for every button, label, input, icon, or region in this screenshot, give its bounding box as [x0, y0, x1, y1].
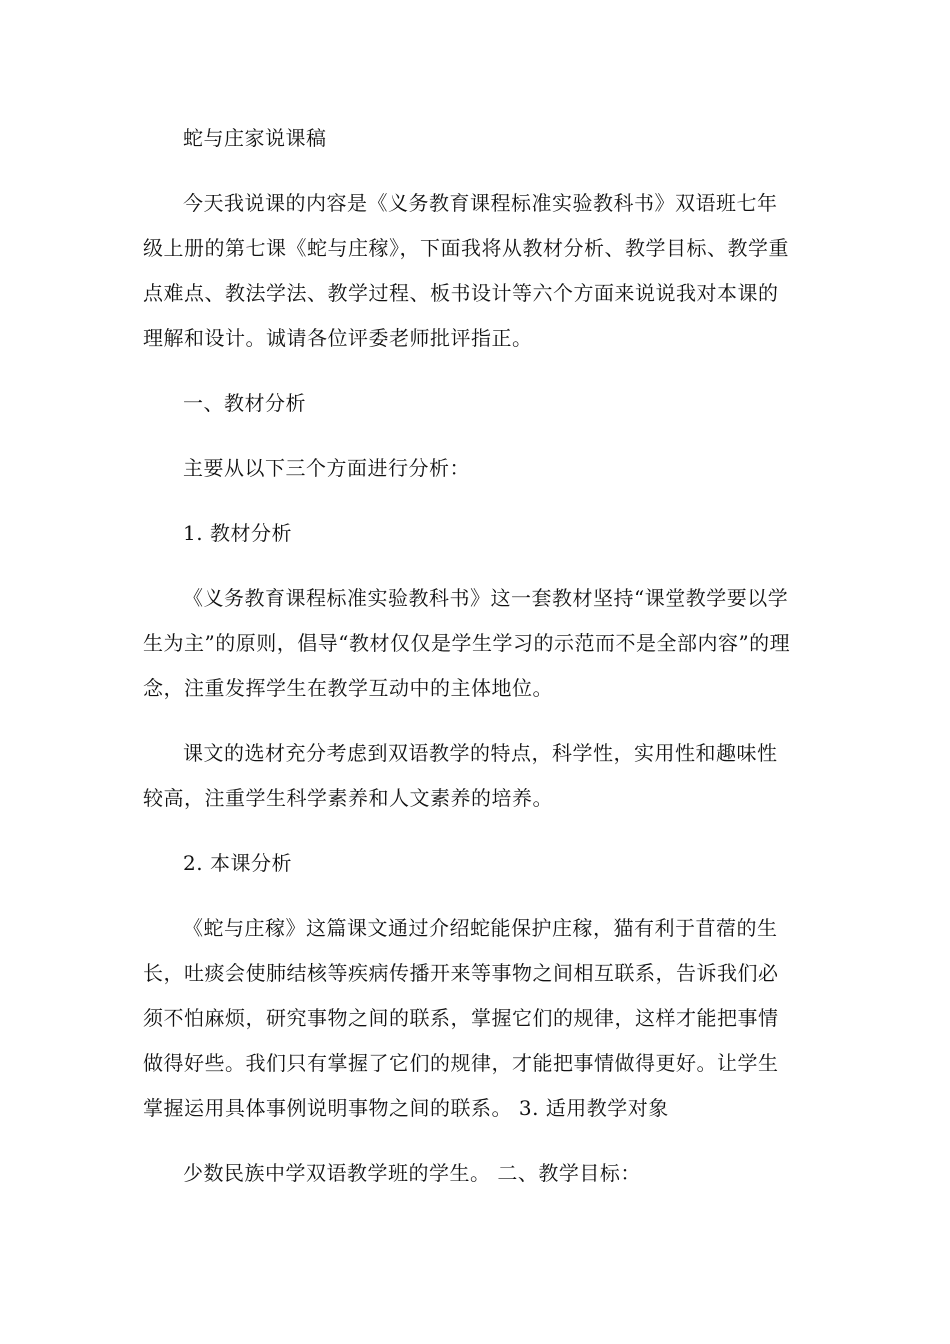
lesson-analysis-paragraph: 《蛇与庄稼》这篇课文通过介绍蛇能保护庄稼，猫有利于苜蓿的生长，吐痰会使肺结核等疾病传播开来等事物之间相互联系，告诉我们必须不怕麻烦，研究事物之间的联系，掌握它们的规律，这样才能把事情做得好些。我们只有掌握了它们的规律，才能把事情做得更好。让学生掌握运用具体事例说明事物之间的联系。 3. 适用教学对象	[143, 916, 779, 1120]
target-students-paragraph: 少数民族中学双语教学班的学生。 二、教学目标：	[183, 1161, 641, 1185]
subheading-textbook-analysis: 1. 教材分析	[183, 521, 292, 545]
material-selection-paragraph: 课文的选材充分考虑到双语教学的特点，科学性，实用性和趣味性较高，注重学生科学素养和人文素养的培养。	[143, 741, 778, 810]
subheading-lesson-analysis: 2. 本课分析	[183, 851, 292, 875]
analysis-overview-paragraph: 主要从以下三个方面进行分析：	[183, 456, 470, 480]
intro-paragraph: 今天我说课的内容是《义务教育课程标准实验教科书》双语班七年级上册的第七课《蛇与庄稼》，下面我将从教材分析、教学目标、教学重点难点、教法学法、教学过程、板书设计等六个方面来说说我对本课的理解和设计。诚请各位评委老师批评指正。	[143, 191, 789, 350]
section-heading-textbook-analysis: 一、教材分析	[183, 391, 306, 415]
textbook-principle-paragraph: 《义务教育课程标准实验教科书》这一套教材坚持“课堂教学要以学生为主”的原则，倡导“教材仅仅是学生学习的示范而不是全部内容”的理念，注重发挥学生在教学互动中的主体地位。	[143, 586, 791, 700]
document-title: 蛇与庄家说课稿	[183, 126, 327, 150]
